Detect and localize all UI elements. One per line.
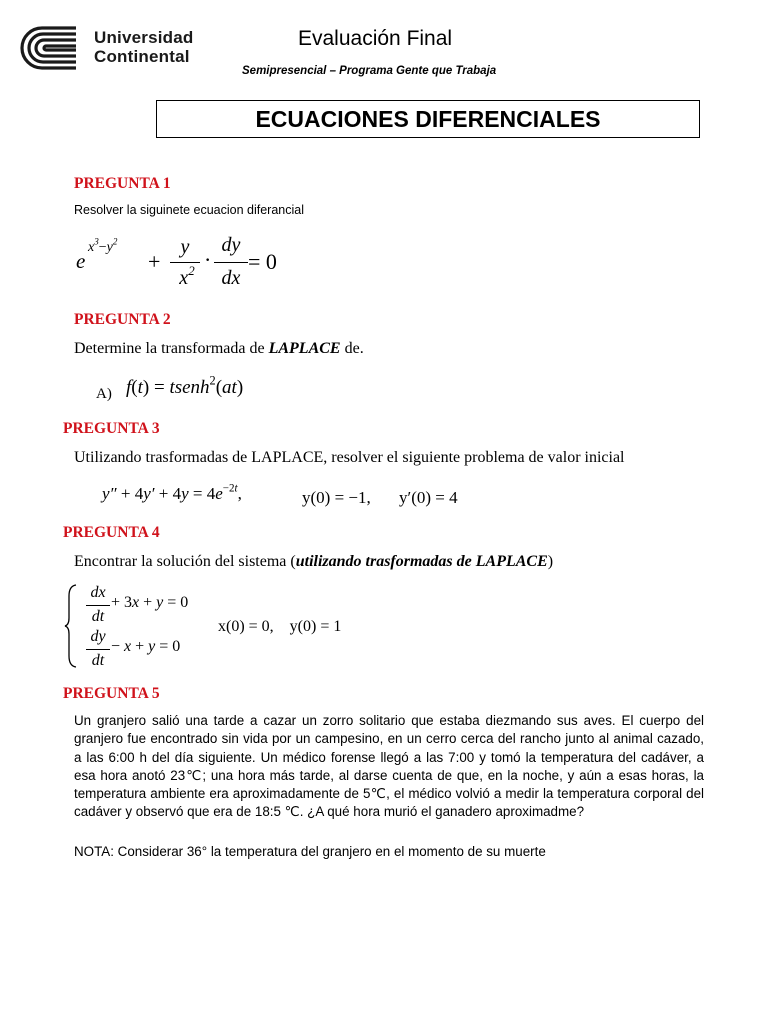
question-2-text-after: de. [340, 340, 364, 357]
question-3-condition-2: y′(0) = 4 [399, 488, 458, 507]
logo-line-2: Continental [94, 47, 190, 66]
question-5-paragraph: Un granjero salió una tarde a cazar un zorro solitario que estaba diezmando sus aves. El cuerpo del granjero fue encontrado sin vida por un campesino, en un cerro cerca del rancho junto al animal cazado, a las 6:00 h del día siguiente. Un médico forense llegó a las 7:00 y tomó la temperatura del cadáver, a esa hora anotó 23℃; una hora más tarde, al darse cuenta de que, en la noche, y aún a esas horas, la temperatura ambiente era aproximadamente de 5℃, el médico volvió a medir la temperatura corporal del cadáver y observó que era de 18:5 ℃. ¿A qué hora murió el ganadero aproximadme? [74, 713, 704, 820]
question-3-heading: PREGUNTA 3 [63, 420, 160, 437]
page-title: Evaluación Final [298, 27, 453, 50]
question-3-equation: $y'' + 4y' + 4y = 4e^{-2t}$, [102, 482, 242, 503]
question-2-text [74, 340, 364, 358]
course-title-box [156, 100, 700, 138]
question-5-note: NOTA: Considerar 36° la temperatura del granjero en el momento de su muerte [74, 844, 546, 859]
question-1-heading: PREGUNTA 1 [74, 175, 171, 192]
question-1-text: Resolver la siguinete ecuacion diferancial [74, 203, 304, 217]
question-2-equation: f(t) = tsenh$^2$(at) [126, 373, 244, 398]
question-1-equation: e $x^3-y^2$ + y $x^2$ · dy dx = 0 [76, 234, 277, 289]
question-3-text: Utilizando trasformadas de LAPLACE, resolver el siguiente problema de valor inicial [74, 449, 625, 466]
question-2-text-before: Determine la transformada de [74, 340, 269, 357]
question-4-conditions: x(0) = 0, y(0) = 1 [218, 618, 342, 635]
question-2-heading: PREGUNTA 2 [74, 311, 171, 328]
continental-logo-icon [20, 24, 84, 72]
question-3-condition-1: y(0) = −1, [302, 488, 371, 507]
question-4-heading: PREGUNTA 4 [63, 524, 160, 541]
left-brace-icon [64, 584, 78, 668]
question-4-text-before: Encontrar la solución del sistema ( [74, 553, 296, 570]
university-logo [20, 24, 194, 72]
question-4-text [74, 553, 553, 571]
question-2-text-em: LAPLACE [268, 340, 341, 357]
question-4-text-after: ) [547, 553, 554, 570]
logo-line-1: Universidad [94, 28, 194, 47]
question-5-heading: PREGUNTA 5 [63, 685, 160, 702]
question-4-system: dx dt + 3x + y = 0 dy dt − x + y = 0 [64, 584, 214, 670]
question-4-text-em: utilizando trasformadas de LAPLACE [295, 553, 548, 570]
question-2-item-label: A) [96, 386, 112, 402]
page-subtitle: Semipresencial – Programa Gente que Trabaja [242, 65, 497, 77]
course-title: ECUACIONES DIFERENCIALES [255, 106, 601, 132]
